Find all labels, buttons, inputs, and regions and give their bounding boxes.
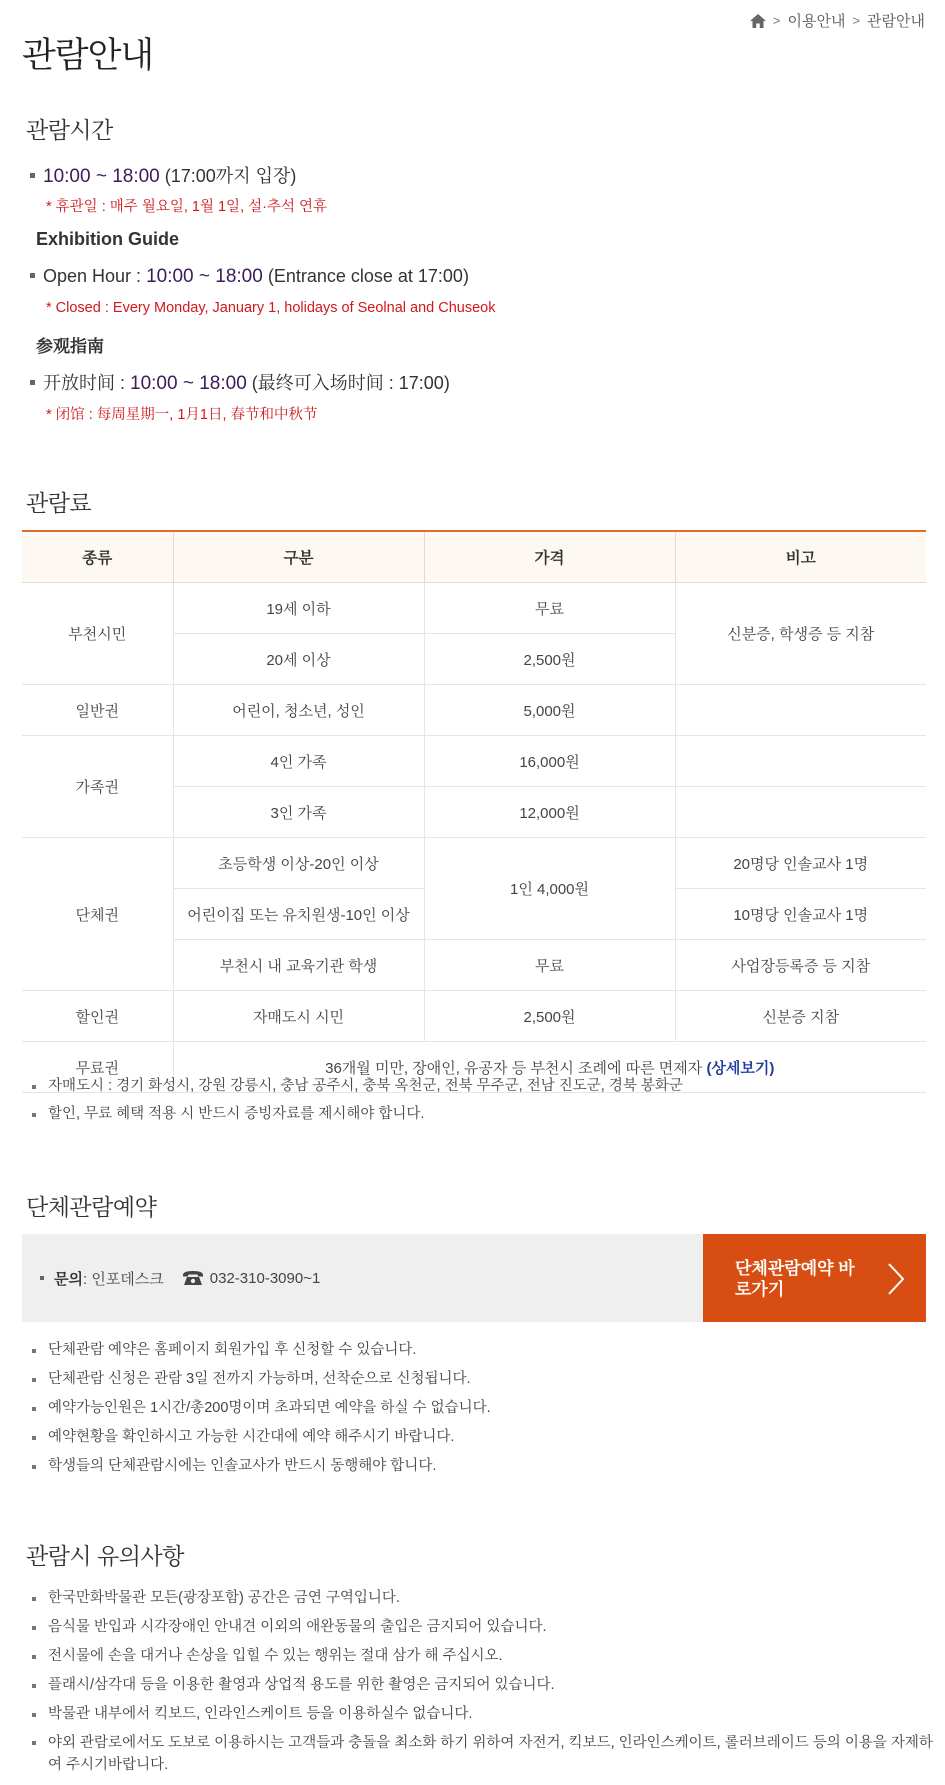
contact-phone: 032-310-3090~1 — [209, 1269, 321, 1287]
fee-price: 2,500원 — [424, 991, 675, 1042]
hours-cn-label: 开放时间 : — [43, 373, 131, 393]
table-row — [22, 685, 926, 736]
chevron-right-icon — [886, 1262, 906, 1296]
group-booking-button[interactable] — [703, 1234, 926, 1322]
breadcrumb-item-current[interactable]: 관람안내 — [867, 13, 925, 30]
fee-price: 5,000원 — [424, 685, 675, 736]
group-info-list — [30, 1336, 491, 1481]
list-item: 예약현황을 확인하시고 가능한 시간대에 예약 해주시기 바랍니다. — [30, 1423, 491, 1452]
hours-ko-time: 10:00 ~ 18:00 — [43, 166, 160, 187]
contact-value: : 인포데스크 — [82, 1270, 164, 1288]
fee-category: 4인 가족 — [173, 736, 424, 787]
fee-price: 16,000원 — [424, 736, 675, 787]
hours-cn-extra: (最终可入场时间 : 17:00) — [251, 373, 450, 393]
fee-type: 부천시민 — [22, 583, 173, 685]
hours-cn-title: 参观指南 — [36, 337, 104, 357]
fees-section-title: 관람료 — [26, 490, 92, 516]
fee-category: 어린이집 또는 유치원생-10인 이상 — [173, 889, 424, 940]
table-row — [22, 838, 926, 889]
fee-notes-list — [30, 1072, 683, 1128]
breadcrumb — [750, 10, 925, 31]
table-row — [22, 583, 926, 634]
fee-category: 초등학생 이상-20인 이상 — [173, 838, 424, 889]
list-item: 야외 관람로에서도 도보로 이용하시는 고객들과 충돌을 최소화 하기 위하여 자전거, 킥보드, 인라인스케이트, 롤러브레이드 등의 이용을 자제하여 주시기바랍니다. — [30, 1729, 938, 1776]
hours-cn-note: * 闭馆 : 每周星期一, 1月1日, 春节和中秋节 — [46, 407, 318, 423]
hours-en-line — [30, 266, 469, 288]
group-section-title: 단체관람예약 — [26, 1194, 157, 1220]
fee-table — [22, 530, 926, 1093]
breadcrumb-item[interactable]: 이용안내 — [787, 13, 846, 30]
page-title: 관람안내 — [22, 36, 154, 75]
list-item: 박물관 내부에서 킥보드, 인라인스케이트 등을 이용하실수 없습니다. — [30, 1700, 938, 1729]
hours-cn-line — [30, 369, 450, 395]
list-item: 단체관람 예약은 홈페이지 회원가입 후 신청할 수 있습니다. — [30, 1336, 491, 1365]
hours-en-title: Exhibition Guide — [36, 229, 179, 249]
list-item: 음식물 반입과 시각장애인 안내견 이외의 애완동물의 출입은 금지되어 있습니다. — [30, 1613, 938, 1642]
fee-price: 12,000원 — [424, 787, 675, 838]
fee-note: 사업장등록증 등 지참 — [675, 940, 926, 991]
table-header-row — [22, 531, 926, 583]
bullet-icon — [30, 273, 35, 278]
detail-link[interactable]: (상세보기) — [706, 1059, 775, 1077]
fee-note — [675, 736, 926, 787]
list-item: 학생들의 단체관람시에는 인솔교사가 반드시 동행해야 합니다. — [30, 1452, 491, 1481]
fee-category: 자매도시 시민 — [173, 991, 424, 1042]
notice-list — [30, 1584, 938, 1776]
hours-section-title: 관람시간 — [26, 117, 113, 143]
fee-note: 20명당 인솔교사 1명 — [675, 838, 926, 889]
list-item: 할인, 무료 혜택 적용 시 반드시 증빙자료를 제시해야 합니다. — [30, 1100, 683, 1128]
bullet-icon — [40, 1276, 44, 1280]
group-contact-info — [40, 1234, 320, 1322]
list-item: 전시물에 손을 대거나 손상을 입힐 수 있는 행위는 절대 삼가 해 주십시오. — [30, 1642, 938, 1671]
list-item: 한국만화박물관 모든(광장포함) 공간은 금연 구역입니다. — [30, 1584, 938, 1613]
fee-type: 일반권 — [22, 685, 173, 736]
fee-note: 신분증 지참 — [675, 991, 926, 1042]
fee-note: 10명당 인솔교사 1명 — [675, 889, 926, 940]
col-header-note: 비고 — [675, 531, 926, 583]
fee-type: 가족권 — [22, 736, 173, 838]
free-desc-text: 36개월 미만, 장애인, 유공자 등 부천시 조례에 따른 면제자 — [325, 1059, 703, 1077]
fee-note — [675, 685, 926, 736]
phone-icon — [182, 1270, 204, 1286]
fee-category: 부천시 내 교육기관 학생 — [173, 940, 424, 991]
col-header-price: 가격 — [424, 531, 675, 583]
hours-ko-note: * 휴관일 : 매주 월요일, 1월 1일, 설·추석 연휴 — [46, 199, 328, 215]
bullet-icon — [30, 173, 35, 178]
table-row — [22, 736, 926, 787]
fee-category: 어린이, 청소년, 성인 — [173, 685, 424, 736]
fee-price: 무료 — [424, 583, 675, 634]
hours-ko-extra: (17:00까지 입장) — [164, 166, 297, 186]
fee-price: 무료 — [424, 940, 675, 991]
hours-ko-line — [30, 162, 296, 188]
notice-section-title: 관람시 유의사항 — [26, 1543, 184, 1569]
fee-note: 신분증, 학생증 등 지참 — [675, 583, 926, 685]
group-booking-button-label: 단체관람예약 바로가기 — [735, 1259, 855, 1299]
hours-en-note: * Closed : Every Monday, January 1, holidays of Seolnal and Chuseok — [46, 300, 496, 316]
list-item: 플래시/삼각대 등을 이용한 촬영과 상업적 용도를 위한 촬영은 금지되어 있습니다. — [30, 1671, 938, 1700]
chevron-right-icon: > — [852, 13, 861, 28]
list-item: 예약가능인원은 1시간/총200명이며 초과되면 예약을 하실 수 없습니다. — [30, 1394, 491, 1423]
table-row — [22, 991, 926, 1042]
col-header-type: 종류 — [22, 531, 173, 583]
fee-type: 단체권 — [22, 838, 173, 991]
fee-category: 20세 이상 — [173, 634, 424, 685]
chevron-right-icon: > — [772, 13, 781, 28]
list-item: 단체관람 신청은 관람 3일 전까지 가능하며, 선착순으로 신청됩니다. — [30, 1365, 491, 1394]
col-header-category: 구분 — [173, 531, 424, 583]
contact-label: 문의 — [54, 1270, 83, 1288]
hours-cn-time: 10:00 ~ 18:00 — [130, 373, 247, 394]
fee-category: 19세 이하 — [173, 583, 424, 634]
fee-category: 3인 가족 — [173, 787, 424, 838]
home-icon[interactable] — [750, 14, 766, 28]
fee-type: 무료권 — [22, 1042, 173, 1093]
hours-en-time: 10:00 ~ 18:00 — [146, 266, 263, 287]
list-item: 자매도시 : 경기 화성시, 강원 강릉시, 충남 공주시, 충북 옥천군, 전북 무주군, 전남 진도군, 경북 봉화군 — [30, 1072, 683, 1100]
fee-type: 할인권 — [22, 991, 173, 1042]
fee-note — [675, 787, 926, 838]
fee-price: 2,500원 — [424, 634, 675, 685]
hours-en-extra: (Entrance close at 17:00) — [267, 266, 469, 286]
hours-en-label: Open Hour : — [43, 266, 147, 286]
fee-price: 1인 4,000원 — [424, 838, 675, 940]
bullet-icon — [30, 380, 35, 385]
